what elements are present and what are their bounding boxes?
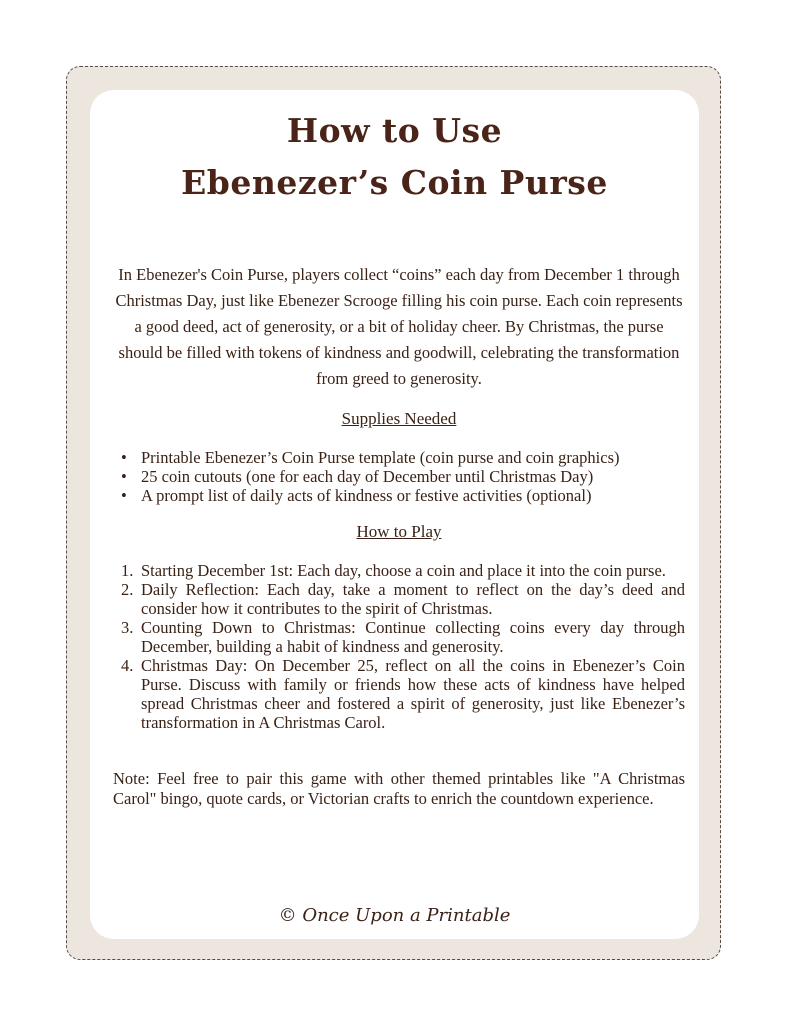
step-number: 2. [121, 580, 134, 599]
list-item [113, 467, 685, 486]
step-text: Daily Reflection: Each day, take a moment to reflect on the day’s deed and consider how it contributes to the spirit of Christmas. [141, 580, 685, 618]
step-number: 1. [121, 561, 134, 580]
bullet-icon: • [121, 486, 127, 505]
title-line-2: Ebenezer’s Coin Purse [181, 163, 608, 202]
supplies-heading: Supplies Needed [341, 409, 457, 428]
how-to-play-heading: How to Play [356, 522, 442, 541]
signature-logo: © Once Upon a Printable [278, 905, 511, 926]
supply-text: Printable Ebenezer’s Coin Purse template (coin purse and coin graphics) [141, 448, 620, 467]
title-line-1: How to Use [286, 111, 503, 150]
step-number: 4. [121, 656, 134, 675]
document-body [113, 262, 685, 808]
list-item [113, 486, 685, 505]
list-item [113, 448, 685, 467]
list-item [113, 618, 685, 656]
list-item [113, 580, 685, 618]
step-text: Starting December 1st: Each day, choose a coin and place it into the coin purse. [141, 561, 666, 580]
step-text: Christmas Day: On December 25, reflect on all the coins in Ebenezer’s Coin Purse. Discuss with family or friends how these acts of kindness have helped spread Christmas cheer and fostered a spirit of generosity, just like Ebenezer’s transformation in A Christmas Carol. [141, 656, 685, 732]
bullet-icon: • [121, 467, 127, 486]
step-text: Counting Down to Christmas: Continue collecting coins every day through December, building a habit of kindness and generosity. [141, 618, 685, 656]
bullet-icon: • [121, 448, 127, 467]
supply-text: 25 coin cutouts (one for each day of December until Christmas Day) [141, 467, 594, 486]
intro-paragraph: In Ebenezer's Coin Purse, players collect “coins” each day from December 1 through Christmas Day, just like Ebenezer Scrooge filling his coin purse. Each coin represents a good deed, act of generosity, or a bit of holiday cheer. By Christmas, the purse should be filled with tokens of kindness and goodwill, celebrating the transformation from greed to generosity. [115, 265, 683, 388]
step-number: 3. [121, 618, 134, 637]
note-paragraph: Note: Feel free to pair this game with other themed printables like "A Christmas Carol" bingo, quote cards, or Victorian crafts to enrich the countdown experience. [113, 769, 685, 808]
page-title [90, 105, 699, 209]
how-to-play-steps [113, 561, 685, 732]
supplies-list [113, 448, 685, 505]
supply-text: A prompt list of daily acts of kindness or festive activities (optional) [141, 486, 592, 505]
list-item [113, 561, 685, 580]
list-item [113, 656, 685, 732]
